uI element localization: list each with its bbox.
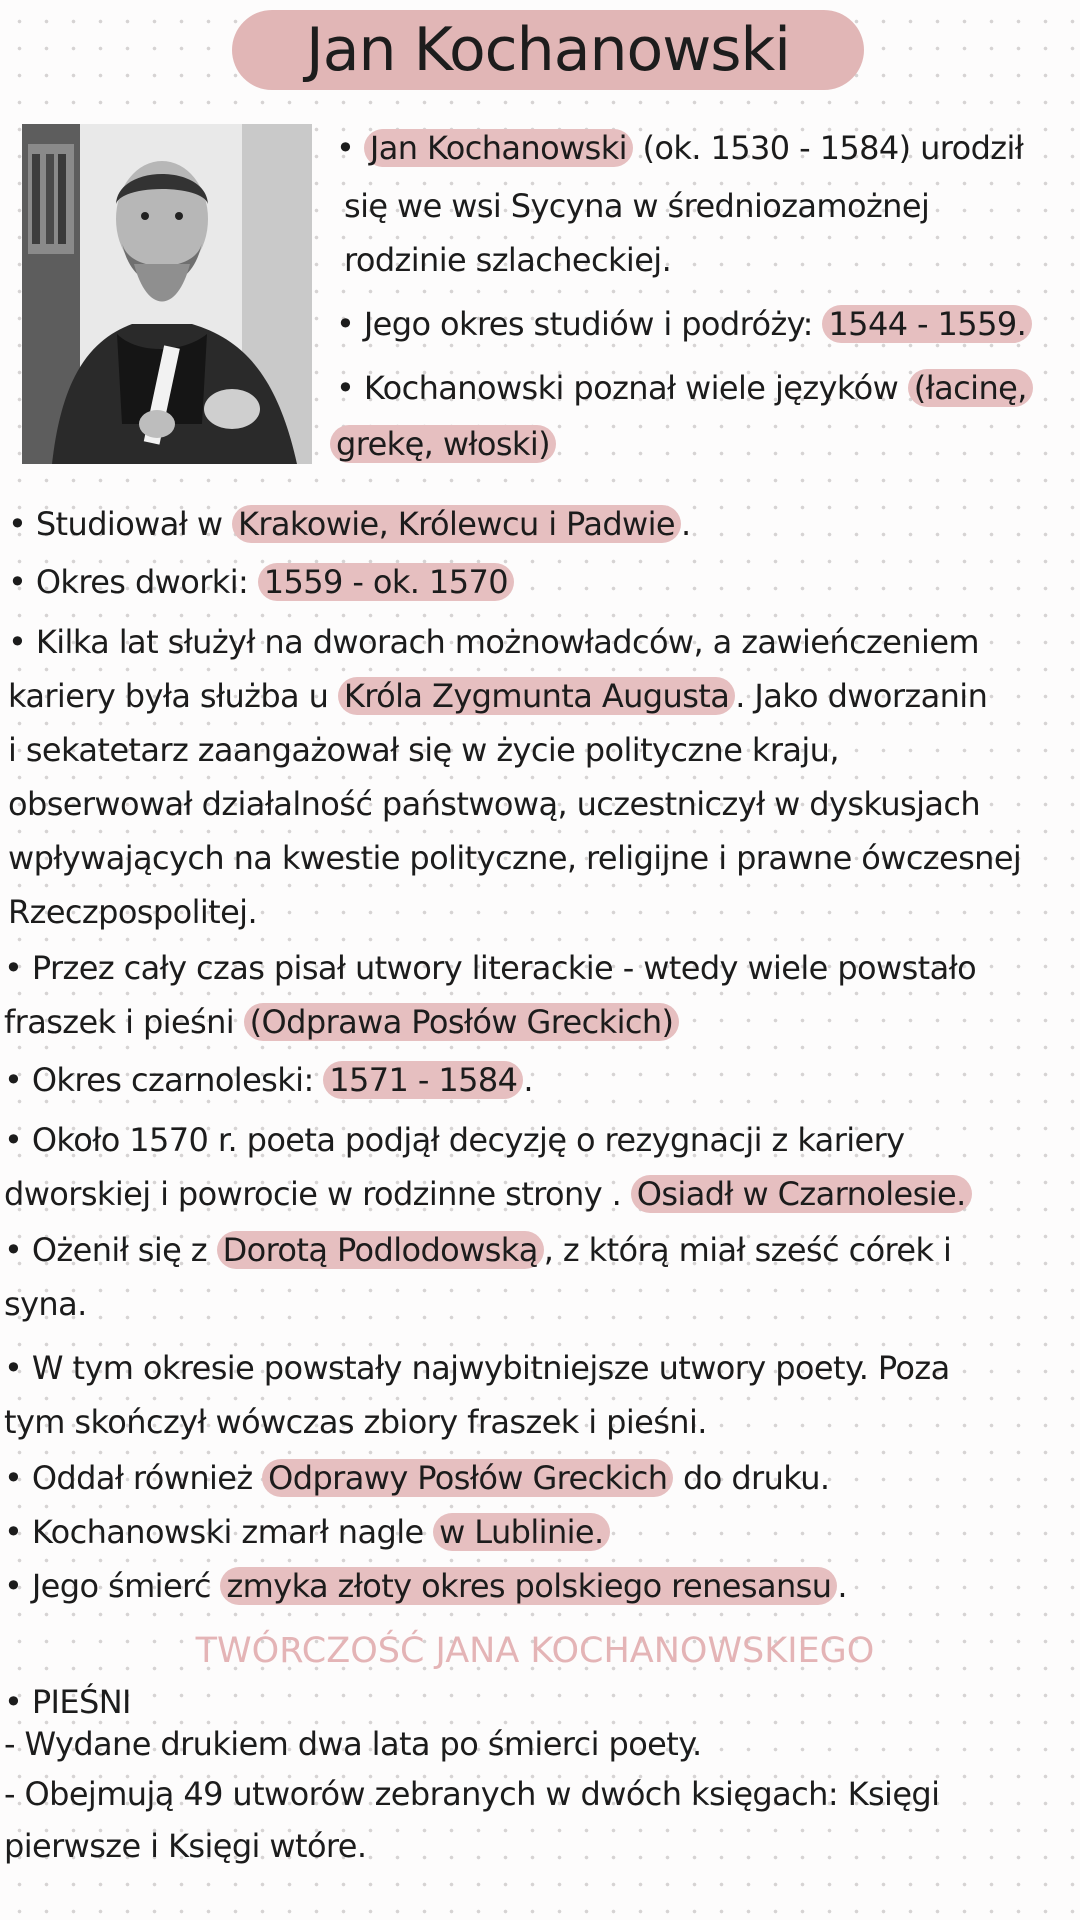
bio-line: • Ożenił się z Dorotą Podlodowską , z którą miał sześć córek i	[4, 1231, 952, 1269]
bio-line: • Około 1570 r. poeta podjął decyzję o rezygnacji z kariery	[4, 1121, 905, 1159]
bio-line: syna.	[4, 1285, 87, 1323]
bio-line: fraszek i pieśni (Odprawa Posłów Greckich)	[4, 1000, 679, 1044]
portrait-engraving	[22, 124, 312, 464]
bio-line: • Jan Kochanowski (ok. 1530 - 1584) urodził	[336, 129, 1024, 167]
list-line: • PIEŚNI	[4, 1683, 131, 1721]
bio-line: grekę, włoski)	[330, 422, 556, 466]
bio-line: • Studiował w Krakowie, Królewcu i Padwie .	[8, 505, 691, 543]
list-line: - Obejmują 49 utworów zebranych w dwóch księgach: Księgi	[4, 1775, 940, 1813]
bio-line: się we wsi Sycyna w średniozamożnej	[344, 187, 930, 225]
bio-line: rodzinie szlacheckiej.	[344, 241, 672, 279]
bio-line: dworskiej i powrocie w rodzinne strony . Osiadł w Czarnolesie.	[4, 1172, 972, 1216]
bio-line: Rzeczpospolitej.	[8, 893, 258, 931]
section-heading-tworczosc: TWÓRCZOŚĆ JANA KOCHANOWSKIEGO	[195, 1631, 875, 1671]
bio-line: obserwował działalność państwową, uczestniczył w dyskusjach	[8, 785, 981, 823]
bio-line: • Okres dworki: 1559 - ok. 1570	[8, 560, 514, 604]
bio-line: • Okres czarnoleski: 1571 - 1584 .	[4, 1061, 533, 1099]
bio-line: tym skończył wówczas zbiory fraszek i pieśni.	[4, 1403, 707, 1441]
list-line: - Wydane drukiem dwa lata po śmierci poety.	[4, 1725, 702, 1763]
bio-line: • Kochanowski zmarł nagle w Lublinie.	[4, 1510, 610, 1554]
page-title: Jan Kochanowski	[306, 15, 790, 85]
bio-line: • Kilka lat służył na dworach możnowładców, a zawieńczeniem	[8, 623, 979, 661]
bio-line: • Kochanowski poznał wiele języków (łacinę,	[336, 366, 1033, 410]
bio-line: • Oddał również Odprawy Posłów Greckich do druku.	[4, 1459, 830, 1497]
list-line: pierwsze i Księgi wtóre.	[4, 1827, 367, 1865]
bio-line: kariery była służba u Króla Zygmunta Augusta . Jako dworzanin	[8, 677, 988, 715]
bio-line: i sekatetarz zaangażował się w życie polityczne kraju,	[8, 731, 839, 769]
bio-line: • Przez cały czas pisał utwory literackie - wtedy wiele powstało	[4, 949, 977, 987]
bio-line: wpływających na kwestie polityczne, religijne i prawne ówczesnej	[8, 839, 1022, 877]
bio-line: • Jego okres studiów i podróży: 1544 - 1559.	[336, 302, 1032, 346]
portrait-image	[22, 124, 312, 464]
bio-line: • Jego śmierć zmyka złoty okres polskiego renesansu .	[4, 1567, 847, 1605]
bio-line: • W tym okresie powstały najwybitniejsze utwory poety. Poza	[4, 1349, 950, 1387]
